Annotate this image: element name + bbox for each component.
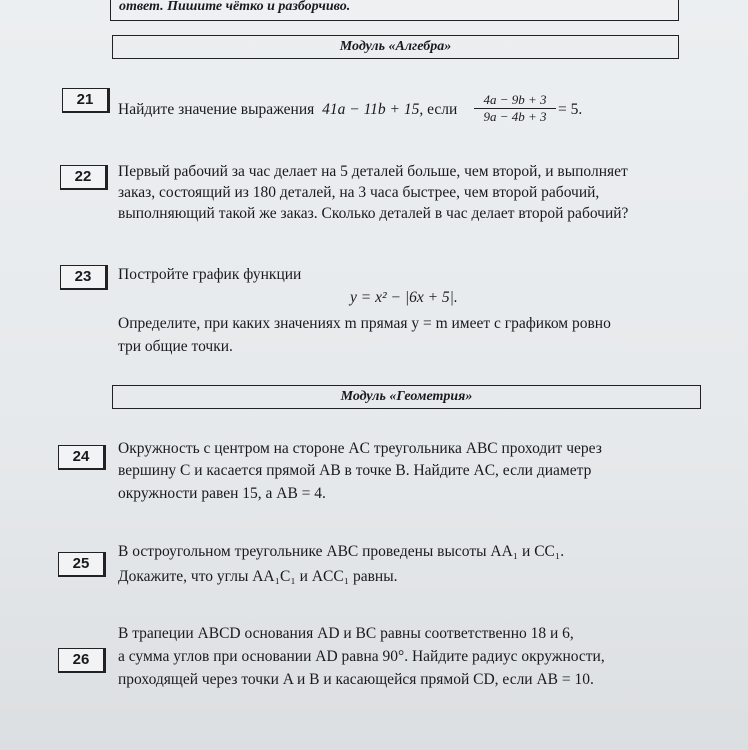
task-21-text: Найдите значение выражения 41a − 11b + 15, если (118, 101, 458, 118)
task-23-line-3: три общие точки. (118, 338, 233, 355)
task-25-line-1: В остроугольном треугольнике ABC проведены высоты AA₁ и CC₁. (118, 543, 565, 560)
header-strip (110, 0, 679, 21)
task-22-line-2: заказ, состоящий из 180 деталей, на 3 часа быстрее, чем второй рабочий, (118, 184, 600, 201)
task-24-number: 24 (58, 445, 106, 470)
task-24-line-2: вершину C и касается прямой AB в точке B. Найдите AC, если диаметр (118, 462, 592, 479)
task-24-line-1: Окружность с центром на стороне AC треугольника ABC проходит через (118, 440, 602, 457)
task-21-rhs: = 5. (558, 101, 583, 118)
task-26-line-3: проходящей через точки A и B и касающейся прямой CD, если AB = 10. (118, 671, 594, 688)
task-22-number: 22 (60, 165, 108, 190)
task-25-line-2: Докажите, что углы AA₁C₁ и ACC₁ равны. (118, 568, 398, 585)
task-23-number: 23 (60, 265, 108, 290)
task-23-line-2: Определите, при каких значениях m прямая y = m имеет с графиком ровно (118, 315, 611, 332)
task-23-line-1: Постройте график функции (118, 266, 302, 283)
task-22-line-1: Первый рабочий за час делает на 5 деталей больше, чем второй, и выполняет (118, 163, 628, 180)
task-26-number: 26 (58, 648, 106, 673)
task-26-line-1: В трапеции ABCD основания AD и BC равны соответственно 18 и 6, (118, 625, 574, 642)
module-geometry-title: Модуль «Геометрия» (112, 385, 701, 409)
task-26-line-2: а сумма углов при основании AD равна 90°. Найдите радиус окружности, (118, 648, 605, 665)
module-algebra-title: Модуль «Алгебра» (112, 35, 679, 59)
header-text: ответ. Пишите чётко и разборчиво. (119, 0, 351, 14)
task-21-fraction: $\frac{4a - 9b + 3}{9a - 4b + 3}$ (474, 92, 556, 125)
task-23-formula: y = x² − |6x + 5|. (350, 289, 458, 306)
task-21-number: 21 (62, 88, 110, 113)
task-22-line-3: выполняющий такой же заказ. Сколько деталей в час делает второй рабочий? (118, 205, 629, 222)
task-25-number: 25 (58, 552, 106, 577)
task-24-line-3: окружности равен 15, а AB = 4. (118, 485, 326, 502)
